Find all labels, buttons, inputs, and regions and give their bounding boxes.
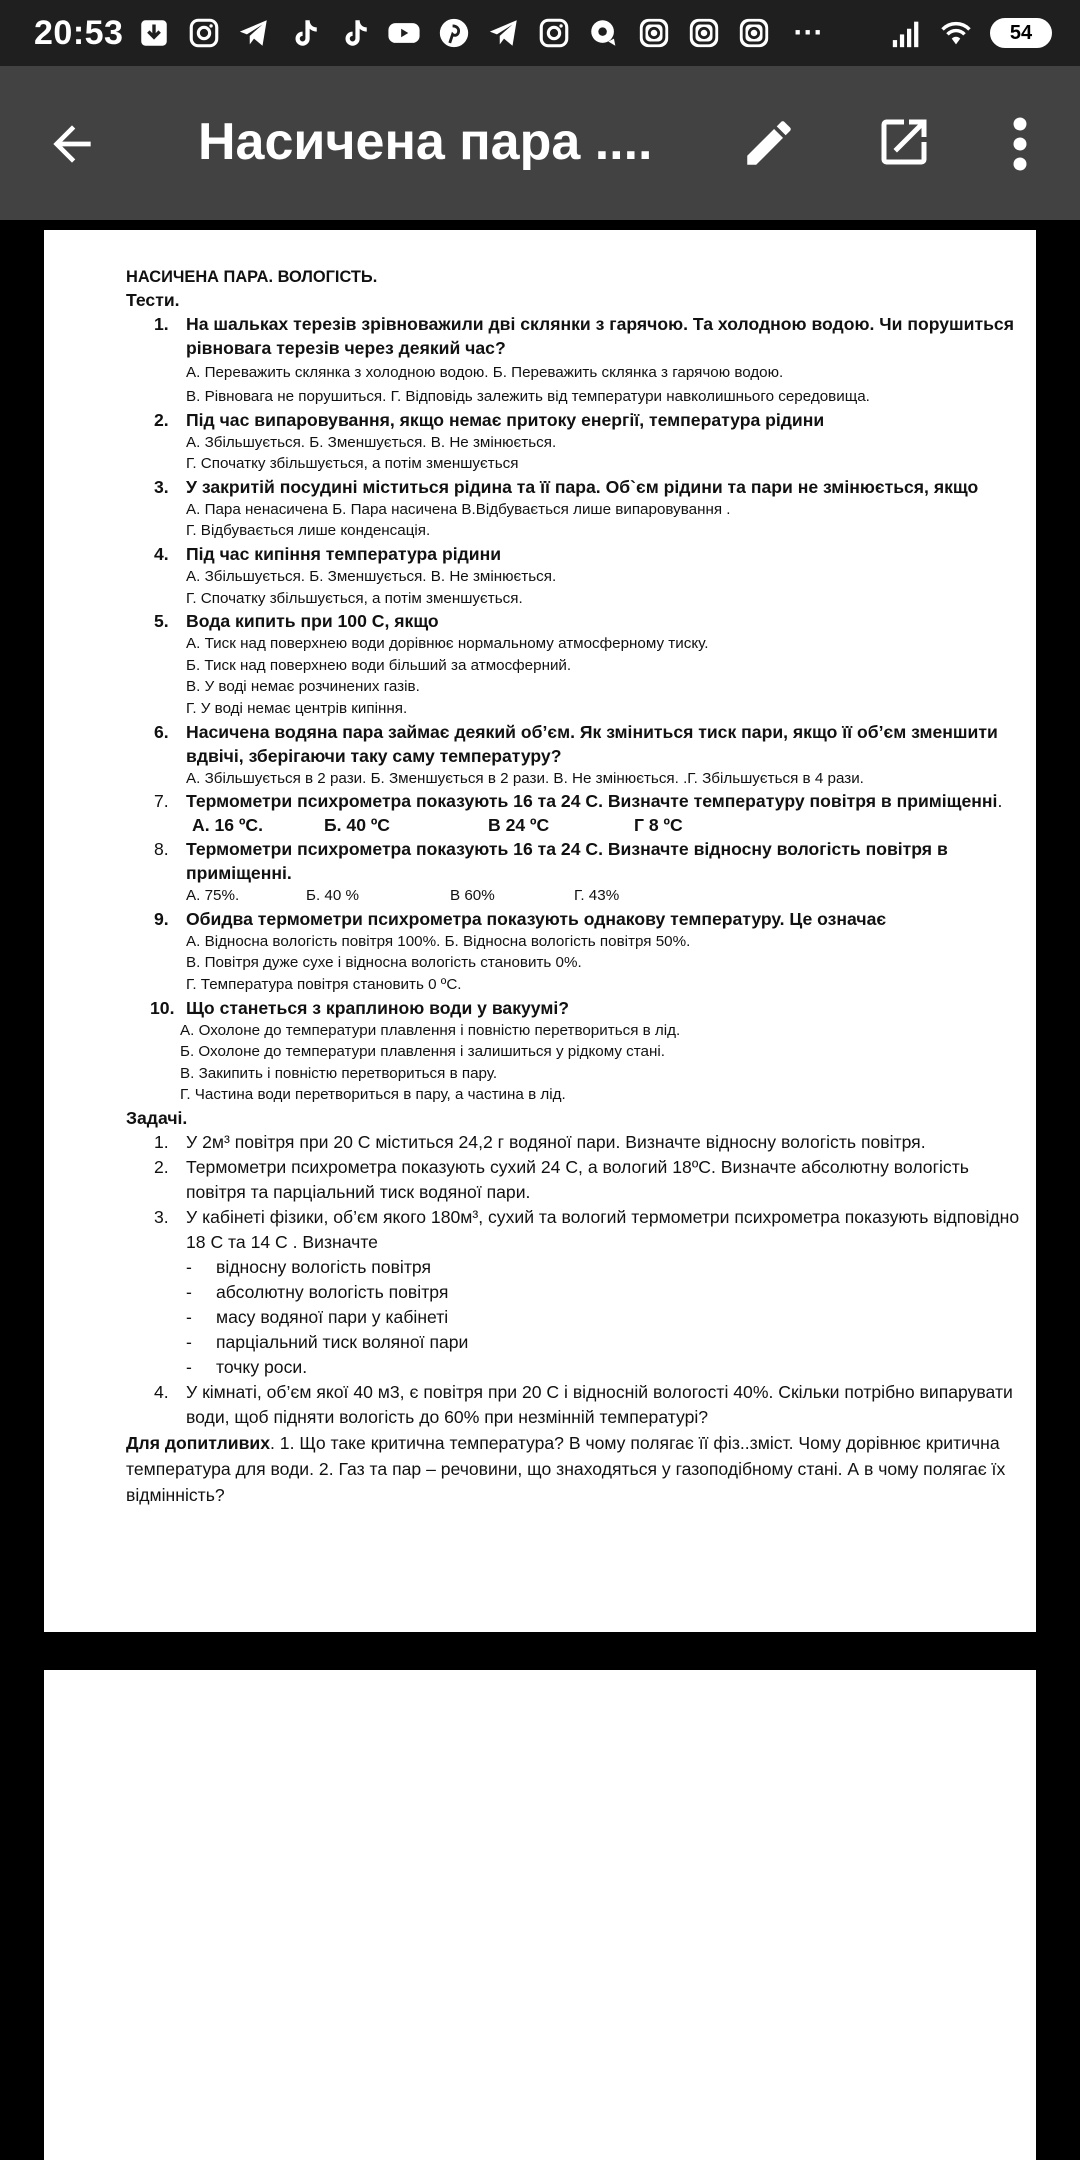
tasks-label: Задачі.: [126, 1107, 188, 1128]
question-text: Вода кипить при 100 С, якщо: [186, 611, 439, 632]
instagram-icon: [637, 16, 671, 50]
list-item: - масу водяної пари у кабінеті: [186, 1306, 449, 1327]
question-options: Б. Тиск над поверхнею води більший за атмосферний.: [186, 656, 572, 674]
question-text: Термометри психрометра показують 16 та 24 С. Визначте відносну вологість повітря в приміщенні.: [186, 839, 948, 884]
question-options: Г. Спочатку збільшується, а потім зменшується: [186, 455, 519, 473]
task-4: 4. У кімнаті, об’єм якої 40 м3, є повітря при 20 С і відносній вологості 40%. Скільки потрібно випарувати води, щоб підняти вологість до 60% при незмінній температурі?: [154, 1381, 1013, 1427]
instagram-icon: [187, 16, 221, 50]
task-3: 3. У кабінеті фізики, об’єм якого 180м³, сухий та вологий термометри психрометра показують відповідно 18 С та 14 С . Визначте: [154, 1206, 1020, 1252]
extra-questions: Для допитливих. 1. Що таке критична температура? В чому полягає її фіз..зміст. Чому дорівнює критична температура для води. 2. Газ та пар – речовини, що знаходяться у газоподібному стані. А в чому полягає їх відмінність?: [126, 1432, 1006, 1505]
question-options: А. Пара ненасичена Б. Пара насичена В.Відбувається лише випаровування .: [186, 500, 731, 518]
more-options-icon[interactable]: [1000, 114, 1040, 174]
question-options: Г. У воді немає центрів кипіння.: [186, 699, 408, 717]
question-options: В. У воді немає розчинених газів.: [186, 678, 420, 696]
tests-label: Тести.: [126, 290, 180, 311]
question-text: Насичена водяна пара займає деякий об’єм. Як зміниться тиск пари, якщо її об’єм зменшити вдвічі, зберігаючи таку саму температуру?: [186, 721, 998, 766]
question-text: Що станеться з краплиною води у вакуумі?: [186, 997, 569, 1018]
notification-icons: [137, 16, 823, 50]
question-text: У закритій посудині міститься рідина та її пара. Об`єм рідини та пари не змінюється, якщо: [186, 476, 979, 497]
list-item: - точку роси.: [186, 1356, 308, 1377]
task-1: 1. У 2м³ повітря при 20 С міститься 24,2 г водяної пари. Визначте відносну вологість повітря.: [154, 1131, 926, 1152]
question-6: 6. Насичена водяна пара займає деякий об’єм. Як зміниться тиск пари, якщо її об’єм зменшити вдвічі, зберігаючи таку саму температуру? А. Збільшується в 2 рази. Б. Зменшується в 2 рази. В. Не змінюється. .Г. Збільшується в 4 рази.: [126, 720, 1026, 790]
question-options: А. Охолоне до температури плавлення і повністю перетвориться в лід.: [180, 1021, 681, 1039]
question-options: А. Збільшується. Б. Зменшується. В. Не змінюється.: [186, 433, 557, 451]
edit-pencil-icon[interactable]: [740, 114, 798, 172]
telegram-icon: [237, 16, 271, 50]
question-answers: А. 75%. Б. 40 % В 60% Г. 43%: [186, 887, 620, 905]
question-options: Г. Частина води перетвориться в пару, а частина в лід.: [180, 1086, 566, 1104]
question-5: 5. Вода кипить при 100 С, якщо А. Тиск над поверхнею води дорівнює нормальному атмосферному тиску. Б. Тиск над поверхнею води більший за атмосферний. В. У воді немає розчинених газів. Г. У воді немає центрів кипіння.: [126, 609, 1026, 719]
question-1: 1. На шальках терезів зрівноважили дві склянки з гарячою. Та холодною водою. Чи порушиться рівновага терезів через деякий час? А. Переважить склянка з холодною водою. Б. Переважить склянка з гарячою водою. В. Рівновага не порушиться. Г. Відповідь залежить від температури навколишнього середовища.: [126, 312, 1026, 407]
instagram-icon: [687, 16, 721, 50]
question-answers: А. 16 ºС. Б. 40 ºС В 24 ºС Г 8 ºС: [192, 815, 683, 836]
question-options: Г. Температура повітря становить 0 ºС.: [186, 975, 462, 993]
question-4: 4. Під час кипіння температура рідини А. Збільшується. Б. Зменшується. В. Не змінюється. Г. Спочатку збільшується, а потім зменшується.: [126, 542, 1026, 609]
question-text: Обидва термометри психрометра показують однакову температуру. Це означає: [186, 908, 887, 929]
question-text: На шальках терезів зрівноважили дві склянки з гарячою. Та холодною водою. Чи порушиться рівновага терезів через деякий час?: [186, 314, 1014, 359]
tiktok-icon: [337, 16, 371, 50]
signal-icon: [890, 16, 924, 50]
wifi-icon: [936, 16, 976, 50]
pinterest-icon: [437, 16, 471, 50]
back-arrow-icon[interactable]: [44, 116, 100, 172]
document-heading: НАСИЧЕНА ПАРА. ВОЛОГІСТЬ.: [126, 268, 378, 286]
instagram-icon: [737, 16, 771, 50]
battery-indicator: 54: [990, 18, 1052, 48]
document-page-2: [44, 1670, 1036, 2160]
instagram-icon: [537, 16, 571, 50]
tiktok-icon: [287, 16, 321, 50]
system-icons: [890, 0, 1052, 66]
download-icon: [137, 16, 171, 50]
question-options: А. Відносна вологість повітря 100%. Б. Відносна вологість повітря 50%.: [186, 932, 691, 950]
question-options: В. Рівновага не порушиться. Г. Відповідь залежить від температури навколишнього середовища.: [186, 388, 870, 405]
list-item: - парціальний тиск воляної пари: [186, 1331, 469, 1352]
task-2: 2. Термометри психрометра показують сухий 24 С, а вологий 18ºС. Визначте абсолютну вологість повітря та парціальний тиск водяної пари.: [154, 1156, 969, 1202]
question-10: 10. Що станеться з краплиною води у вакуумі? А. Охолоне до температури плавлення і повністю перетвориться в лід. Б. Охолоне до температури плавлення і залишиться у рідкому стані. В. Закипить і повністю перетвориться в пару. Г. Частина води перетвориться в пару, а частина в лід.: [126, 996, 1026, 1106]
question-8: 8. Термометри психрометра показують 16 та 24 С. Визначте відносну вологість повітря в приміщенні. А. 75%. Б. 40 % В 60% Г. 43%: [126, 837, 1026, 907]
question-text: Під час кипіння температура рідини: [186, 543, 502, 564]
question-options: Б. Охолоне до температури плавлення і залишиться у рідкому стані.: [180, 1043, 665, 1061]
question-options: В. Закипить і повністю перетвориться в пару.: [180, 1064, 498, 1082]
question-options: Г. Спочатку збільшується, а потім зменшується.: [186, 589, 523, 607]
question-text: Під час випаровування, якщо немає притоку енергії, температура рідини: [186, 409, 825, 430]
document-content: [126, 266, 1026, 1508]
more-notifications-icon: ···: [793, 16, 824, 49]
question-options: А. Переважить склянка з холодною водою. Б. Переважить склянка з гарячою водою.: [186, 364, 784, 382]
youtube-icon: [387, 16, 421, 50]
question-7: 7. Термометри психрометра показують 16 та 24 С. Визначте температуру повітря в приміщенні. А. 16 ºС. Б. 40 ºС В 24 ºС Г 8 ºС: [126, 789, 1026, 837]
app-bar: [0, 66, 1080, 220]
question-text: Термометри психрометра показують 16 та 24 С. Визначте температуру повітря в приміщенні: [186, 791, 998, 812]
telegram-icon: [487, 16, 521, 50]
question-options: А. Збільшується. Б. Зменшується. В. Не змінюється.: [186, 567, 557, 585]
messenger-icon: [587, 16, 621, 50]
clock: 20:53: [34, 13, 124, 52]
question-2: 2. Під час випаровування, якщо немає притоку енергії, температура рідини А. Збільшується. Б. Зменшується. В. Не змінюється. Г. Спочатку збільшується, а потім зменшується: [126, 408, 1026, 475]
question-9: 9. Обидва термометри психрометра показують однакову температуру. Це означає А. Відносна вологість повітря 100%. Б. Відносна вологість повітря 50%. В. Повітря дуже сухе і відносна вологість становить 0%. Г. Температура повітря становить 0 ºС.: [126, 907, 1026, 996]
list-item: - відносну вологість повітря: [186, 1256, 431, 1277]
list-item: - абсолютну вологість повітря: [186, 1281, 449, 1302]
status-bar: [0, 0, 1080, 66]
question-options: А. Тиск над поверхнею води дорівнює нормальному атмосферному тиску.: [186, 635, 709, 653]
question-options: В. Повітря дуже сухе і відносна вологість становить 0%.: [186, 954, 582, 972]
question-options: А. Збільшується в 2 рази. Б. Зменшується в 2 рази. В. Не змінюється. .Г. Збільшується в 4 рази.: [186, 769, 864, 787]
question-options: Г. Відбувається лише конденсація.: [186, 522, 431, 540]
question-3: 3. У закритій посудині міститься рідина та її пара. Об`єм рідини та пари не змінюється, якщо А. Пара ненасичена Б. Пара насичена В.Відбувається лише випаровування . Г. Відбувається лише конденсація.: [126, 475, 1026, 542]
document-title: Насичена пара ....: [198, 113, 653, 171]
task-3-list: [126, 1255, 1026, 1380]
open-external-icon[interactable]: [874, 112, 934, 172]
document-page-1: [44, 230, 1036, 1632]
